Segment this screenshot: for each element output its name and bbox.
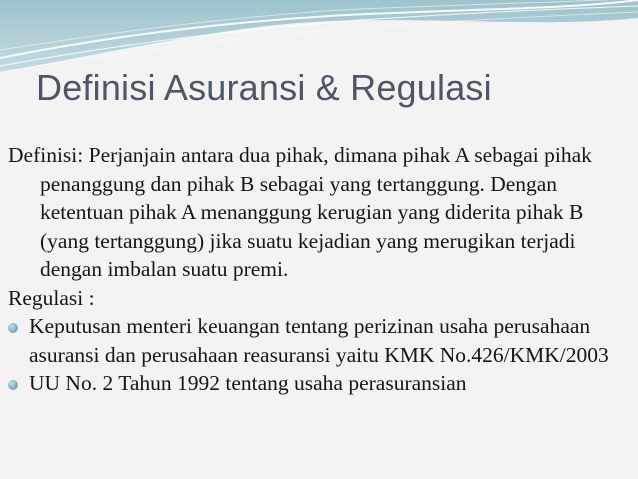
list-item — [8, 369, 632, 398]
definition-paragraph: Definisi: Perjanjain antara dua pihak, dimana pihak A sebagai pihak penanggung dan pihak B sebagai yang tertanggung. Dengan ketentuan pihak A menanggung kerugian yang diderita pihak B (yang tertanggung) jika suatu kejadian yang merugikan terjadi dengan imbalan suatu premi. — [8, 143, 592, 281]
bullet-icon — [8, 380, 18, 390]
list-item-text: Keputusan menteri keuangan tentang perizinan usaha perusahaan asuransi dan perusahaan reasuransi yaitu KMK No.426/KMK/2003 — [29, 314, 609, 367]
page-title: Definisi Asuransi & Regulasi — [36, 67, 492, 108]
slide-body — [8, 141, 632, 398]
bullet-icon — [8, 323, 18, 333]
list-item — [8, 312, 632, 369]
regulation-label: Regulasi : — [8, 285, 95, 310]
header-wave-decoration — [0, 0, 638, 75]
list-item-text: UU No. 2 Tahun 1992 tentang usaha perasuransian — [29, 371, 467, 395]
